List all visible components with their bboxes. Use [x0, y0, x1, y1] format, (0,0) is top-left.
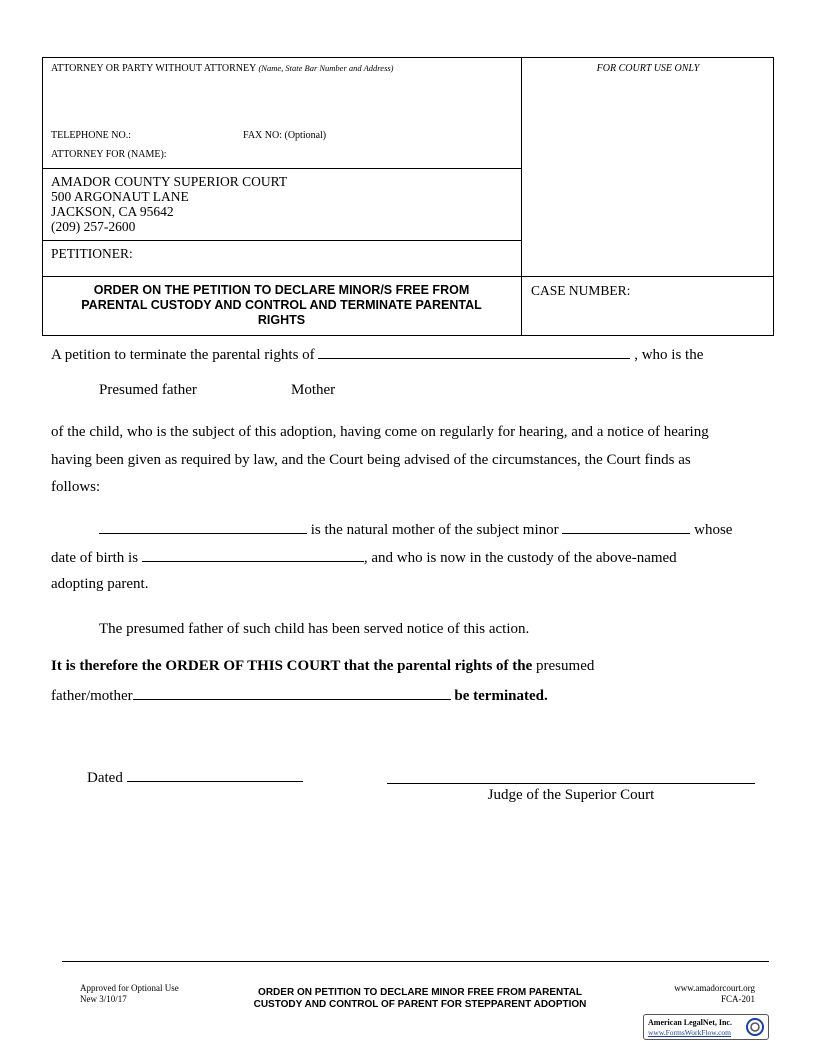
title-line-2: PARENTAL CUSTODY AND CONTROL AND TERMINATE PARENTAL [81, 298, 482, 312]
birth-date-blank[interactable] [142, 548, 364, 562]
p3-end: whose [694, 522, 733, 538]
p2-line-3: follows: [51, 479, 101, 495]
order-line-1 [51, 658, 594, 675]
mother-name-blank[interactable] [99, 520, 307, 534]
parent-name-blank[interactable] [318, 345, 630, 359]
caption-divider-2 [42, 240, 522, 241]
court-address [51, 174, 287, 234]
court-website[interactable]: www.amadorcourt.org [674, 983, 755, 993]
minor-name-blank[interactable] [562, 520, 690, 534]
approved-label: Approved for Optional Use [80, 983, 179, 993]
father-mother-blank[interactable] [133, 686, 451, 700]
footer-rule [62, 961, 769, 962]
judge-signature-line[interactable] [387, 783, 755, 784]
attorney-sub-label: (Name, State Bar Number and Address) [258, 63, 394, 73]
order-bold: It is therefore the ORDER OF THIS COURT that the parental rights of the [51, 658, 533, 674]
logo-name: American LegalNet, Inc. [648, 1018, 732, 1027]
court-name: AMADOR COUNTY SUPERIOR COURT [51, 174, 288, 189]
dated-label: Dated [87, 770, 123, 786]
logo-swirl-icon [744, 1017, 766, 1037]
p1-end: , who is the [634, 347, 704, 363]
date-blank[interactable] [127, 768, 303, 782]
caption-divider-3 [42, 276, 774, 277]
title-line-3: RIGHTS [257, 313, 306, 327]
paragraph-1 [51, 345, 703, 364]
p2-line-2: having been given as required by law, and the Court being advised of the circumstances, the Court finds as [51, 451, 691, 468]
footer-left [80, 983, 179, 1005]
case-number-label: CASE NUMBER: [531, 283, 631, 298]
judge-label: Judge of the Superior Court [487, 787, 655, 803]
caption-divider-vertical [521, 57, 522, 336]
option-presumed-father[interactable]: Presumed father [99, 382, 197, 398]
footer-title-line-1: ORDER ON PETITION TO DECLARE MINOR FREE FROM PARENTAL [258, 987, 582, 998]
court-city: JACKSON, CA 95642 [51, 204, 174, 219]
attorney-label [51, 63, 394, 74]
option-mother[interactable]: Mother [291, 382, 336, 398]
form-id: FCA-201 [720, 994, 755, 1004]
dated-line [87, 768, 303, 787]
petitioner-label: PETITIONER: [51, 246, 133, 261]
order-line2-label: father/mother [51, 688, 133, 704]
court-street: 500 ARGONAUT LANE [51, 189, 189, 204]
footer-right [674, 983, 755, 1005]
p3-dob-end: , and who is now in the custody of the above-named [363, 550, 677, 566]
attorney-for-label: ATTORNEY FOR (NAME): [51, 149, 167, 160]
p3-dob-label: date of birth is [51, 550, 139, 566]
paragraph-3-line-3: adopting parent. [51, 576, 149, 592]
p1-start: A petition to terminate the parental rights of [51, 347, 315, 363]
document-title [42, 283, 521, 328]
logo-url[interactable]: www.FormsWorkFlow.com [648, 1028, 732, 1037]
footer-title [200, 987, 640, 1011]
title-line-1: ORDER ON THE PETITION TO DECLARE MINOR/S FREE FROM [93, 283, 470, 297]
attorney-label-text: ATTORNEY OR PARTY WITHOUT ATTORNEY [51, 63, 256, 74]
paragraph-2 [51, 419, 709, 502]
court-use-label: FOR COURT USE ONLY [596, 63, 700, 74]
order-line-2 [51, 686, 548, 705]
paragraph-3-line-2 [51, 548, 677, 567]
court-phone: (209) 257-2600 [51, 219, 136, 234]
paragraph-3-line-1 [99, 520, 732, 539]
legalnet-logo [643, 1014, 769, 1040]
p3-mid: is the natural mother of the subject minor [310, 522, 559, 538]
order-end: be terminated. [454, 688, 548, 704]
paragraph-4: The presumed father of such child has been served notice of this action. [99, 621, 530, 637]
caption-divider-1 [42, 168, 522, 169]
telephone-label: TELEPHONE NO.: [51, 130, 131, 141]
new-date: New 3/10/17 [80, 994, 127, 1004]
fax-label: FAX NO: (Optional) [243, 130, 327, 141]
order-normal: presumed [536, 658, 595, 674]
p2-line-1: of the child, who is the subject of this adoption, having come on regularly for hearing, and a notice of hearing [51, 424, 709, 440]
footer-title-line-2: CUSTODY AND CONTROL OF PARENT FOR STEPPARENT ADOPTION [253, 999, 587, 1010]
